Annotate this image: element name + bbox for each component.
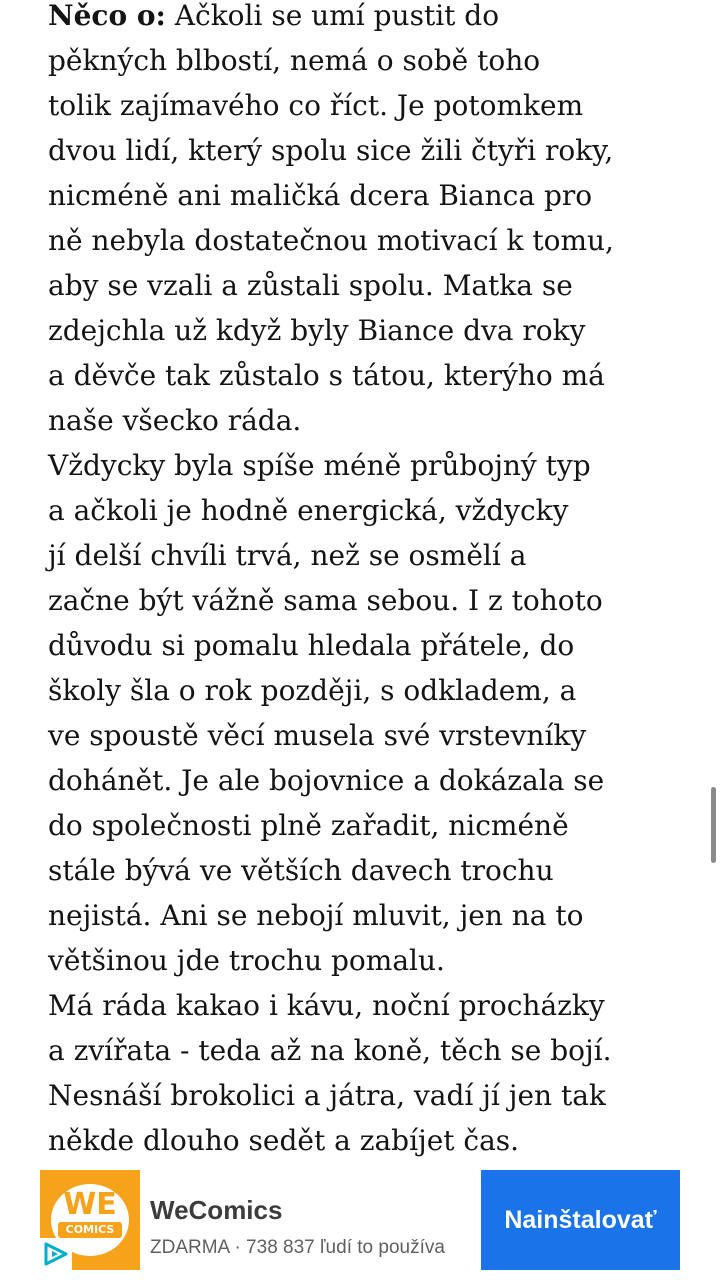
adchoices-icon[interactable] <box>40 1238 72 1270</box>
text-line: nicméně ani maličká dcera Bianca pro <box>48 179 593 212</box>
paragraph-1 <box>48 0 688 443</box>
text-line: ve spoustě věcí musela své vrstevníky <box>48 719 587 752</box>
text-line: někde dlouho sedět a zabíjet čas. <box>48 1124 520 1157</box>
text-line: aby se vzali a zůstali spolu. Matka se <box>48 269 573 302</box>
logo-subtext: COMICS <box>58 1222 122 1238</box>
text-line: většinou jde trochu pomalu. <box>48 944 445 977</box>
text-line: školy šla o rok později, s odkladem, a <box>48 674 577 707</box>
text-line: Vždycky byla spíše méně průbojný typ <box>48 449 591 482</box>
text-line: pěkných blbostí, nemá o sobě toho <box>48 44 541 77</box>
text-line: stále bývá ve větších davech trochu <box>48 854 554 887</box>
text-line: Má ráda kakao i kávu, noční procházky <box>48 989 605 1022</box>
text-line: Nesnáší brokolici a játra, vadí jí jen tak <box>48 1079 606 1112</box>
ad-app-name[interactable]: WeComics <box>150 1195 283 1225</box>
scrollbar-thumb[interactable] <box>711 787 716 863</box>
text-line: Něco o: Ačkoli se umí pustit do <box>48 0 500 32</box>
paragraph-2 <box>48 443 688 983</box>
logo-text: WE <box>63 1187 117 1222</box>
paragraph-3 <box>48 983 688 1163</box>
text-line: dohánět. Je ale bojovnice a dokázala se <box>48 764 605 797</box>
text-line: zdejchla už když byly Biance dva roky <box>48 314 586 347</box>
text-line: a zvířata - teda až na koně, těch se bojí. <box>48 1034 612 1067</box>
ad-banner[interactable] <box>0 1164 720 1280</box>
text-line: důvodu si pomalu hledala přátele, do <box>48 629 575 662</box>
text-line: nejistá. Ani se nebojí mluvit, jen na to <box>48 899 584 932</box>
text-line: a děvče tak zůstalo s tátou, kterýho má <box>48 359 605 392</box>
section-label: Něco o: <box>48 0 166 32</box>
text-line: a ačkoli je hodně energická, vždycky <box>48 494 569 527</box>
install-button[interactable]: Nainštalovať <box>481 1170 680 1270</box>
text-line: tolik zajímavého co říct. Je potomkem <box>48 89 584 122</box>
text-line: dvou lidí, který spolu sice žili čtyři roky, <box>48 134 614 167</box>
text-line: začne být vážně sama sebou. I z tohoto <box>48 584 603 617</box>
text-line: naše všecko ráda. <box>48 404 302 437</box>
text-line: do společnosti plně zařadit, nicméně <box>48 809 569 842</box>
adchoices-icon-glyph <box>40 1238 72 1270</box>
text-line: ně nebyla dostatečnou motivací k tomu, <box>48 224 614 257</box>
ad-app-info: ZDARMA · 738 837 ľudí to používa <box>150 1237 445 1258</box>
text-line: jí delší chvíli trvá, než se osmělí a <box>48 539 527 572</box>
character-description <box>48 0 688 1163</box>
